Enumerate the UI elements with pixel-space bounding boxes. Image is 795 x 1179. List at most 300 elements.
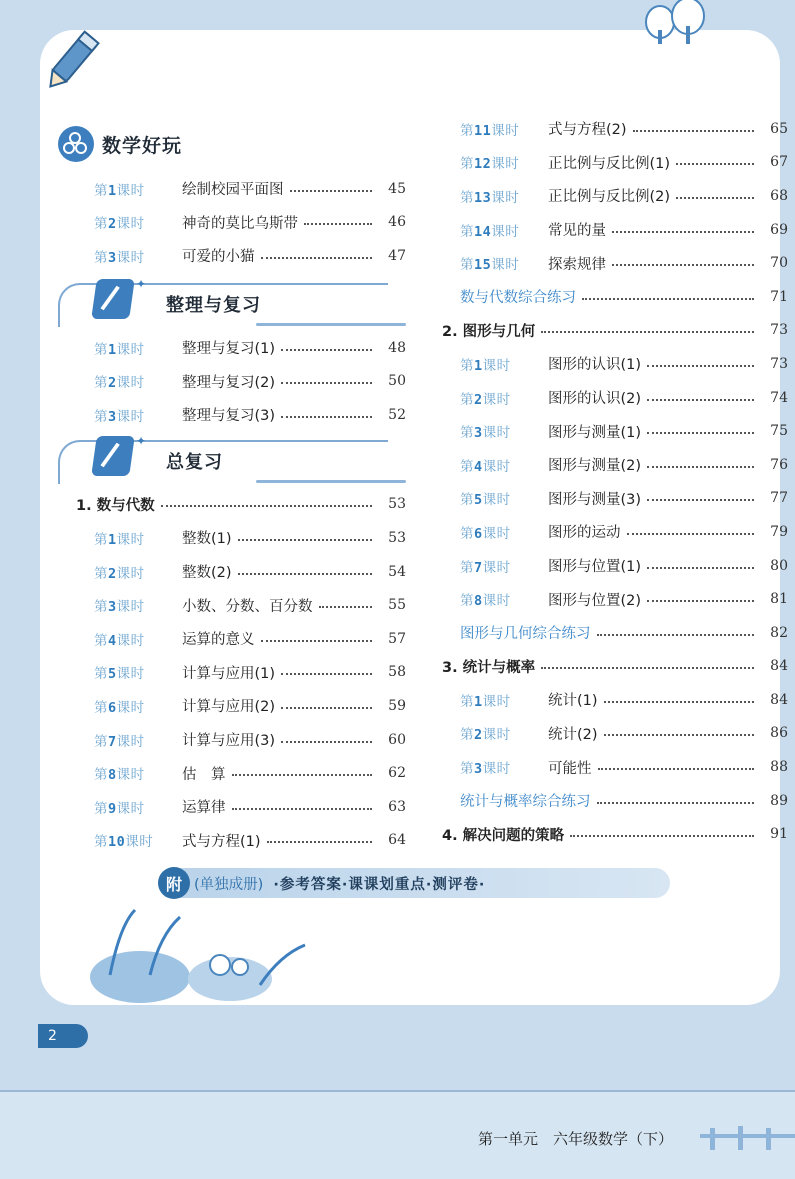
page-number: 89 [770,792,788,809]
page-number: 63 [388,798,406,815]
lesson-label [94,528,182,548]
lesson-label [460,488,548,508]
lesson-title: 小数、分数、百分数 [182,598,313,615]
circles-icon [58,126,94,162]
lesson-prefix: 第 [94,341,108,358]
lesson-label [94,595,182,615]
toc-lesson-row[interactable] [440,683,788,717]
lesson-title: 统计(2) [548,726,598,743]
lesson-suffix: 课时 [491,122,520,139]
leader-dots [627,533,755,535]
sparkle-icon: ✦ [136,433,147,448]
lesson-title: 整理与复习(2) [182,374,276,391]
lesson-title: 整理与复习(3) [182,408,276,425]
lesson-label [460,455,548,475]
lesson-number: 11 [474,122,492,139]
lesson-title: 式与方程(1) [182,833,261,850]
leader-dots [281,416,372,418]
toc-lesson-row[interactable] [440,246,788,280]
page-number: 88 [770,759,788,776]
leader-dots [647,365,754,367]
page-number: 73 [770,322,788,339]
lesson-prefix: 第 [460,693,474,710]
next-page-footer [0,1092,795,1179]
toc-lesson-row[interactable] [440,482,788,516]
lesson-label [94,212,182,232]
lesson-title: 可爱的小猫 [182,249,255,266]
lesson-number: 2 [108,565,117,582]
lesson-prefix: 第 [460,257,474,274]
leader-dots [604,734,754,736]
page-number: 79 [770,523,788,540]
page-number: 84 [770,658,788,675]
appendix-badge: 附 [158,867,190,899]
toc-lesson-row[interactable] [58,824,406,858]
page-number: 73 [770,355,788,372]
lesson-prefix: 第 [460,727,474,744]
lesson-title: 可能性 [548,760,592,777]
leader-dots [261,257,373,259]
lesson-number: 13 [474,189,492,206]
toc-lesson-row[interactable] [440,179,788,213]
toc-summary-2[interactable] [440,616,788,650]
page-number: 65 [770,120,788,137]
lesson-number: 3 [108,249,117,266]
lesson-title: 运算的意义 [182,632,255,649]
section-header-review [58,277,406,331]
lesson-prefix: 第 [460,357,474,374]
lesson-suffix: 课时 [482,492,511,509]
lesson-suffix: 课时 [482,391,511,408]
lesson-number: 4 [108,632,117,649]
lesson-number: 14 [474,223,492,240]
lesson-label [460,556,548,576]
lesson-number: 10 [108,834,126,851]
lesson-label [94,763,182,783]
leader-dots [281,707,372,709]
lesson-suffix: 课时 [116,341,145,358]
lesson-suffix: 课时 [482,559,511,576]
lesson-label [460,152,548,172]
page-number: 59 [388,697,406,714]
leader-dots [232,808,373,810]
lesson-suffix: 课时 [116,699,145,716]
toc-lesson-row[interactable] [58,689,406,723]
lesson-number: 3 [474,425,483,442]
lesson-suffix: 课时 [491,223,520,240]
lesson-title: 式与方程(2) [548,122,627,139]
page-number: 55 [388,597,406,614]
lesson-number: 8 [108,767,117,784]
lesson-prefix: 第 [94,733,108,750]
page-number: 81 [770,591,788,608]
lesson-suffix: 课时 [116,565,145,582]
lesson-label [460,186,548,206]
section-title: 整理与复习 [166,294,261,316]
lesson-title: 整数(1) [182,531,232,548]
lesson-suffix: 课时 [116,800,145,817]
toc-chapter-3[interactable] [440,650,788,684]
leader-dots [647,567,754,569]
lesson-prefix: 第 [94,800,108,817]
leader-dots [238,539,372,541]
lesson-label [94,662,182,682]
leader-dots [676,197,754,199]
page-number: 50 [388,373,406,390]
lesson-label [460,253,548,273]
lesson-number: 3 [108,408,117,425]
lesson-title: 绘制校园平面图 [182,182,284,199]
page-number: 69 [770,221,788,238]
lesson-suffix: 课时 [125,834,154,851]
lesson-title: 图形的运动 [548,525,621,542]
page-number: 45 [388,180,406,197]
lesson-suffix: 课时 [116,733,145,750]
page-number: 71 [770,288,788,305]
lesson-title: 探索规律 [548,256,606,273]
lesson-prefix: 第 [460,492,474,509]
summary-title: 统计与概率综合练习 [460,794,591,811]
lesson-label [460,723,548,743]
lesson-suffix: 课时 [491,156,520,173]
lesson-number: 15 [474,257,492,274]
leader-dots [647,399,754,401]
lesson-title: 图形与测量(1) [548,424,642,441]
lesson-prefix: 第 [94,666,108,683]
lesson-label [94,179,182,199]
lesson-title: 计算与应用(3) [182,733,276,750]
lesson-label [94,371,182,391]
page-number: 62 [388,765,406,782]
toc-lesson-row[interactable] [440,582,788,616]
lesson-title: 常见的量 [548,223,606,240]
lesson-number: 3 [474,761,483,778]
toc-lesson-row[interactable] [58,172,406,206]
lesson-label [460,522,548,542]
page-number: 76 [770,456,788,473]
page-number: 47 [388,247,406,264]
lesson-suffix: 课时 [482,425,511,442]
section-title: 数学好玩 [102,134,183,157]
lesson-title: 图形的认识(2) [548,391,642,408]
lesson-suffix: 课时 [116,632,145,649]
toc-lesson-row[interactable] [440,549,788,583]
leader-dots [597,634,755,636]
lesson-prefix: 第 [460,391,474,408]
lesson-label [460,589,548,609]
toc-lesson-row[interactable] [440,448,788,482]
lesson-title: 神奇的莫比乌斯带 [182,215,298,232]
toc-lesson-row[interactable] [440,750,788,784]
lesson-prefix: 第 [460,761,474,778]
lesson-suffix: 课时 [116,531,145,548]
toc-lesson-row[interactable] [58,521,406,555]
leader-dots [582,298,754,300]
leader-dots [267,841,372,843]
leader-dots [598,768,755,770]
lesson-label [94,730,182,750]
page-number: 54 [388,563,406,580]
lesson-number: 5 [474,492,483,509]
section-header-general-review [58,434,406,488]
toc-lesson-row[interactable] [58,239,406,273]
toc-lesson-row[interactable] [58,656,406,690]
lesson-title: 估 算 [182,766,226,783]
toc-lesson-row[interactable] [58,364,406,398]
toc-right-column [440,112,788,851]
toc-left-column [58,116,406,857]
leader-dots [281,349,372,351]
lesson-label [94,830,182,850]
chapter-title: 4. 解决问题的策略 [442,827,565,844]
lesson-prefix: 第 [460,593,474,610]
toc-lesson-row[interactable] [440,213,788,247]
page-number: 60 [388,731,406,748]
lesson-title: 计算与应用(2) [182,699,276,716]
page-number: 80 [770,557,788,574]
lesson-number: 1 [474,693,483,710]
page-number: 77 [770,490,788,507]
lesson-prefix: 第 [94,599,108,616]
footer-text: 第一单元 六年级数学（下） [477,1130,673,1148]
leader-dots [647,466,754,468]
lesson-number: 1 [108,182,117,199]
lesson-suffix: 课时 [116,666,145,683]
page-number: 53 [388,529,406,546]
page-number: 82 [770,624,788,641]
lesson-label [460,690,548,710]
lesson-prefix: 第 [460,559,474,576]
leader-dots [161,505,372,507]
lesson-label [94,338,182,358]
page-number: 70 [770,255,788,272]
lesson-label [94,246,182,266]
page-number-tab: 2 [38,1024,88,1048]
page-number: 48 [388,339,406,356]
lesson-prefix: 第 [460,525,474,542]
leader-dots [633,130,754,132]
lesson-number: 7 [474,559,483,576]
toc-lesson-row[interactable] [440,717,788,751]
toc-lesson-row[interactable] [58,756,406,790]
page-number: 67 [770,154,788,171]
lesson-number: 4 [474,458,483,475]
section-title: 总复习 [166,451,223,473]
lesson-number: 12 [474,156,492,173]
lesson-number: 1 [474,357,483,374]
lesson-title: 图形与测量(2) [548,458,642,475]
lesson-number: 8 [474,593,483,610]
lesson-label [94,405,182,425]
lesson-suffix: 课时 [116,216,145,233]
leader-dots [647,432,754,434]
chapter-title: 2. 图形与几何 [442,323,536,340]
lesson-suffix: 课时 [116,182,145,199]
toc-chapter-1[interactable] [58,488,406,522]
lesson-prefix: 第 [94,531,108,548]
lesson-label [94,797,182,817]
lesson-number: 2 [474,727,483,744]
lesson-title: 整数(2) [182,565,232,582]
section-header-fun-math [58,116,406,172]
leader-dots [676,163,754,165]
lesson-suffix: 课时 [116,599,145,616]
lesson-number: 1 [108,341,117,358]
leader-dots [304,223,372,225]
lesson-title: 正比例与反比例(2) [548,189,671,206]
toc-lesson-row[interactable] [58,723,406,757]
toc-lesson-row[interactable] [58,331,406,365]
leader-dots [261,640,373,642]
lesson-suffix: 课时 [491,257,520,274]
lesson-title: 图形的认识(1) [548,357,642,374]
lesson-suffix: 课时 [482,727,511,744]
lesson-suffix: 课时 [116,767,145,784]
lesson-prefix: 第 [94,408,108,425]
lesson-prefix: 第 [460,223,474,240]
lesson-suffix: 课时 [482,761,511,778]
leader-dots [612,264,754,266]
page-number: 46 [388,214,406,231]
lesson-prefix: 第 [94,632,108,649]
chapter-title: 3. 统计与概率 [442,659,536,676]
lesson-title: 图形与位置(1) [548,559,642,576]
lesson-label [460,354,548,374]
summary-title: 图形与几何综合练习 [460,626,591,643]
tree-decoration-icon [640,0,720,46]
toc-chapter-2[interactable] [440,314,788,348]
toc-lesson-row[interactable] [58,790,406,824]
lesson-label [94,562,182,582]
lesson-suffix: 课时 [482,525,511,542]
leader-dots [647,600,754,602]
appendix-items: ·参考答案·课课划重点·测评卷· [273,876,486,893]
lesson-title: 统计(1) [548,693,598,710]
page-number: 84 [770,691,788,708]
leader-dots [281,382,372,384]
lesson-number: 2 [474,391,483,408]
lesson-number: 1 [108,531,117,548]
lesson-prefix: 第 [94,216,108,233]
page-number: 75 [770,423,788,440]
lesson-label [460,421,548,441]
lesson-prefix: 第 [94,699,108,716]
toc-lesson-row[interactable] [440,112,788,146]
toc-lesson-row[interactable] [58,206,406,240]
leader-dots [541,667,754,669]
lesson-prefix: 第 [460,425,474,442]
lesson-number: 2 [108,375,117,392]
toc-lesson-row[interactable] [440,381,788,415]
toc-chapter-4[interactable] [440,817,788,851]
lesson-label [94,696,182,716]
page-number: 53 [388,496,406,513]
leader-dots [238,573,372,575]
page-number: 74 [770,389,788,406]
lesson-label [94,629,182,649]
leader-dots [290,190,373,192]
lesson-suffix: 课时 [482,458,511,475]
lesson-title: 正比例与反比例(1) [548,155,671,172]
leader-dots [597,802,755,804]
plants-decoration-icon [80,905,320,1005]
leader-dots [647,499,754,501]
pencil-icon [36,26,106,98]
page-number: 68 [770,187,788,204]
page-number: 91 [770,826,788,843]
leader-dots [541,331,754,333]
lesson-label [460,757,548,777]
lesson-title: 整理与复习(1) [182,341,276,358]
lesson-number: 6 [108,699,117,716]
lesson-prefix: 第 [460,122,474,139]
lesson-number: 3 [108,599,117,616]
lesson-prefix: 第 [94,834,108,851]
lesson-suffix: 课时 [116,249,145,266]
lesson-label [460,220,548,240]
page-number: 57 [388,630,406,647]
lesson-prefix: 第 [94,375,108,392]
lesson-label [460,119,548,139]
toc-lesson-row[interactable] [58,555,406,589]
pen-icon [91,279,135,319]
toc-lesson-row[interactable] [58,398,406,432]
lesson-suffix: 课时 [482,357,511,374]
leader-dots [319,606,373,608]
leader-dots [612,231,754,233]
pen-icon [91,436,135,476]
leader-dots [570,835,754,837]
lesson-suffix: 课时 [482,693,511,710]
toc-lesson-row[interactable] [58,622,406,656]
lesson-prefix: 第 [94,249,108,266]
summary-title: 数与代数综合练习 [460,290,576,307]
chapter-title: 1. 数与代数 [76,497,155,514]
page-number: 64 [388,832,406,849]
leader-dots [281,741,372,743]
lesson-prefix: 第 [94,182,108,199]
toc-lesson-row[interactable] [440,347,788,381]
toc-lesson-row[interactable] [58,588,406,622]
leader-dots [232,774,373,776]
lesson-title: 图形与位置(2) [548,592,642,609]
lesson-prefix: 第 [94,565,108,582]
toc-lesson-row[interactable] [440,414,788,448]
fence-icon [700,1122,795,1152]
toc-summary-1[interactable] [440,280,788,314]
toc-summary-3[interactable] [440,784,788,818]
lesson-number: 6 [474,525,483,542]
toc-lesson-row[interactable] [440,515,788,549]
toc-lesson-row[interactable] [440,146,788,180]
lesson-suffix: 课时 [116,408,145,425]
lesson-prefix: 第 [94,767,108,784]
lesson-number: 7 [108,733,117,750]
lesson-title: 计算与应用(1) [182,665,276,682]
lesson-suffix: 课时 [482,593,511,610]
lesson-title: 图形与测量(3) [548,491,642,508]
page-number: 58 [388,664,406,681]
lesson-suffix: 课时 [491,189,520,206]
lesson-label [460,388,548,408]
lesson-number: 2 [108,216,117,233]
page-number: 52 [388,406,406,423]
lesson-prefix: 第 [460,189,474,206]
lesson-number: 5 [108,666,117,683]
page-number: 86 [770,725,788,742]
appendix-banner [160,868,670,898]
lesson-prefix: 第 [460,458,474,475]
